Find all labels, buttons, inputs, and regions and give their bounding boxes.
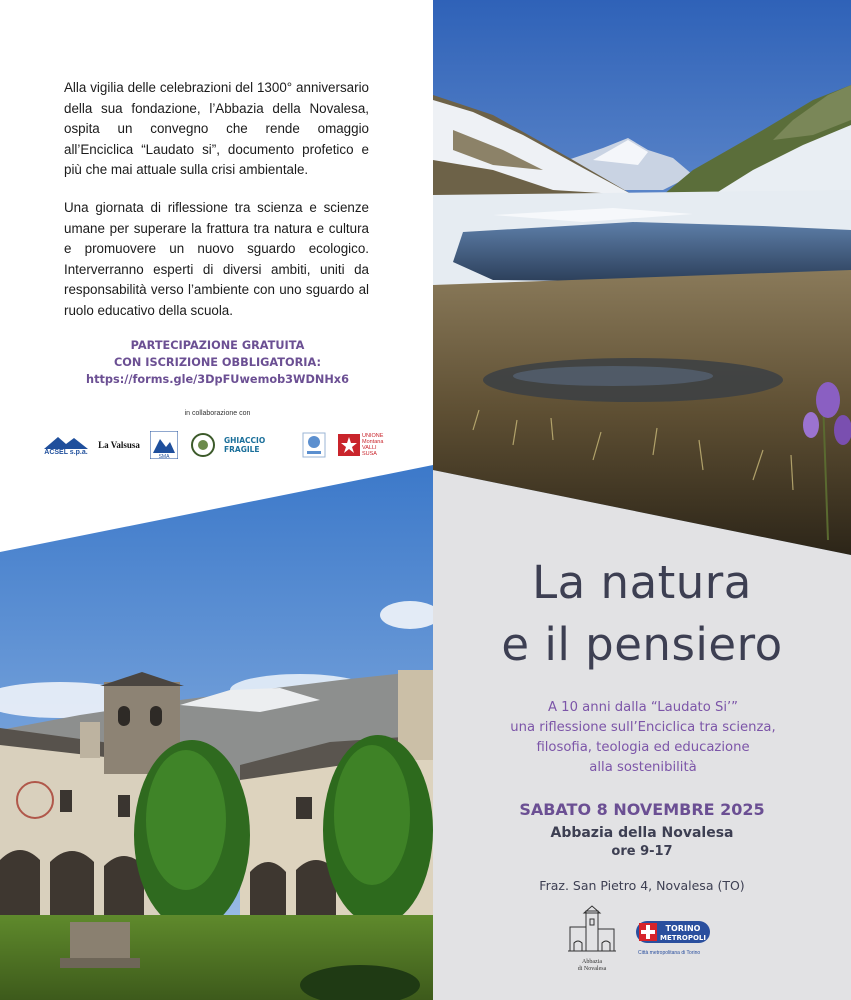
round-seal-logo — [188, 430, 218, 460]
title-line: La natura — [532, 556, 752, 609]
abbey-logo-line: di Novalesa — [577, 966, 607, 972]
event-subtitle — [470, 698, 816, 778]
title-line: e il pensiero — [501, 618, 783, 671]
sma-text: SMA — [158, 454, 170, 459]
alpine-lake-photo — [433, 0, 851, 555]
sma-logo — [148, 430, 180, 460]
la-valsusa-logo — [94, 430, 144, 460]
la-valsusa-text: La Valsusa — [98, 440, 140, 450]
event-venue: Abbazia della Novalesa — [550, 825, 734, 841]
abbazia-novalesa-logo — [566, 905, 618, 973]
unione-montana-text: UNIONE Montana VALLI SUSA — [362, 433, 384, 457]
torino-logo-line: TORINO — [665, 924, 701, 933]
event-address: Fraz. San Pietro 4, Novalesa (TO) — [539, 878, 745, 893]
registration-link[interactable]: https://forms.gle/3DpFUwemob3WDNHx6 — [86, 373, 349, 386]
subtitle-line: una riflessione sull’Enciclica tra scienza, — [510, 720, 776, 735]
registration-line: PARTECIPAZIONE GRATUITA — [130, 339, 305, 352]
acsel-text: ACSEL s.p.a. — [44, 448, 88, 456]
event-hours: ore 9-17 — [611, 844, 673, 859]
collaboration-label: in collaborazione con — [184, 410, 251, 417]
event-date: SABATO 8 NOVEMBRE 2025 — [519, 800, 765, 819]
subtitle-line: alla sostenibilità — [589, 760, 697, 775]
torino-metropoli-logo — [636, 920, 710, 954]
ghiaccio-fragile-text: GHIACCIO FRAGILE — [224, 436, 266, 454]
event-title — [433, 552, 851, 676]
registration-block — [60, 337, 375, 388]
intro-text — [64, 78, 369, 339]
intro-paragraph: Una giornata di riflessione tra scienza e scienze umane per superare la frattura tra natura e cultura e promuovere un nuovo sguardo ecologico. Interverranno esperti di diversi ambiti, uniti da responsabilità verso l’ambiente con uno sguardo al ruolo educativo della scuola. — [64, 199, 369, 318]
acsel-logo — [42, 430, 90, 460]
torino-logo-line: METROPOLI — [659, 934, 707, 942]
subtitle-line: filosofia, teologia ed educazione — [536, 740, 750, 755]
registration-line: CON ISCRIZIONE OBBLIGATORIA: — [114, 356, 321, 369]
small-badge-logo — [300, 430, 328, 460]
subtitle-line: A 10 anni dalla “Laudato Si’” — [547, 700, 739, 715]
intro-paragraph: Alla vigilia delle celebrazioni del 1300° anniversario della sua fondazione, l’Abbazia della Novalesa, ospita un convegno che rende omaggio all’Enciclica “Laudato si”, documento profetico e più che mai attuale sulla crisi ambientale. — [64, 80, 369, 178]
abbey-logo-line: Abbazia — [582, 959, 602, 965]
ghiaccio-fragile-logo — [224, 430, 292, 460]
unione-montana-logo — [338, 430, 390, 460]
torino-logo-caption: Città metropolitana di Torino — [638, 950, 701, 956]
